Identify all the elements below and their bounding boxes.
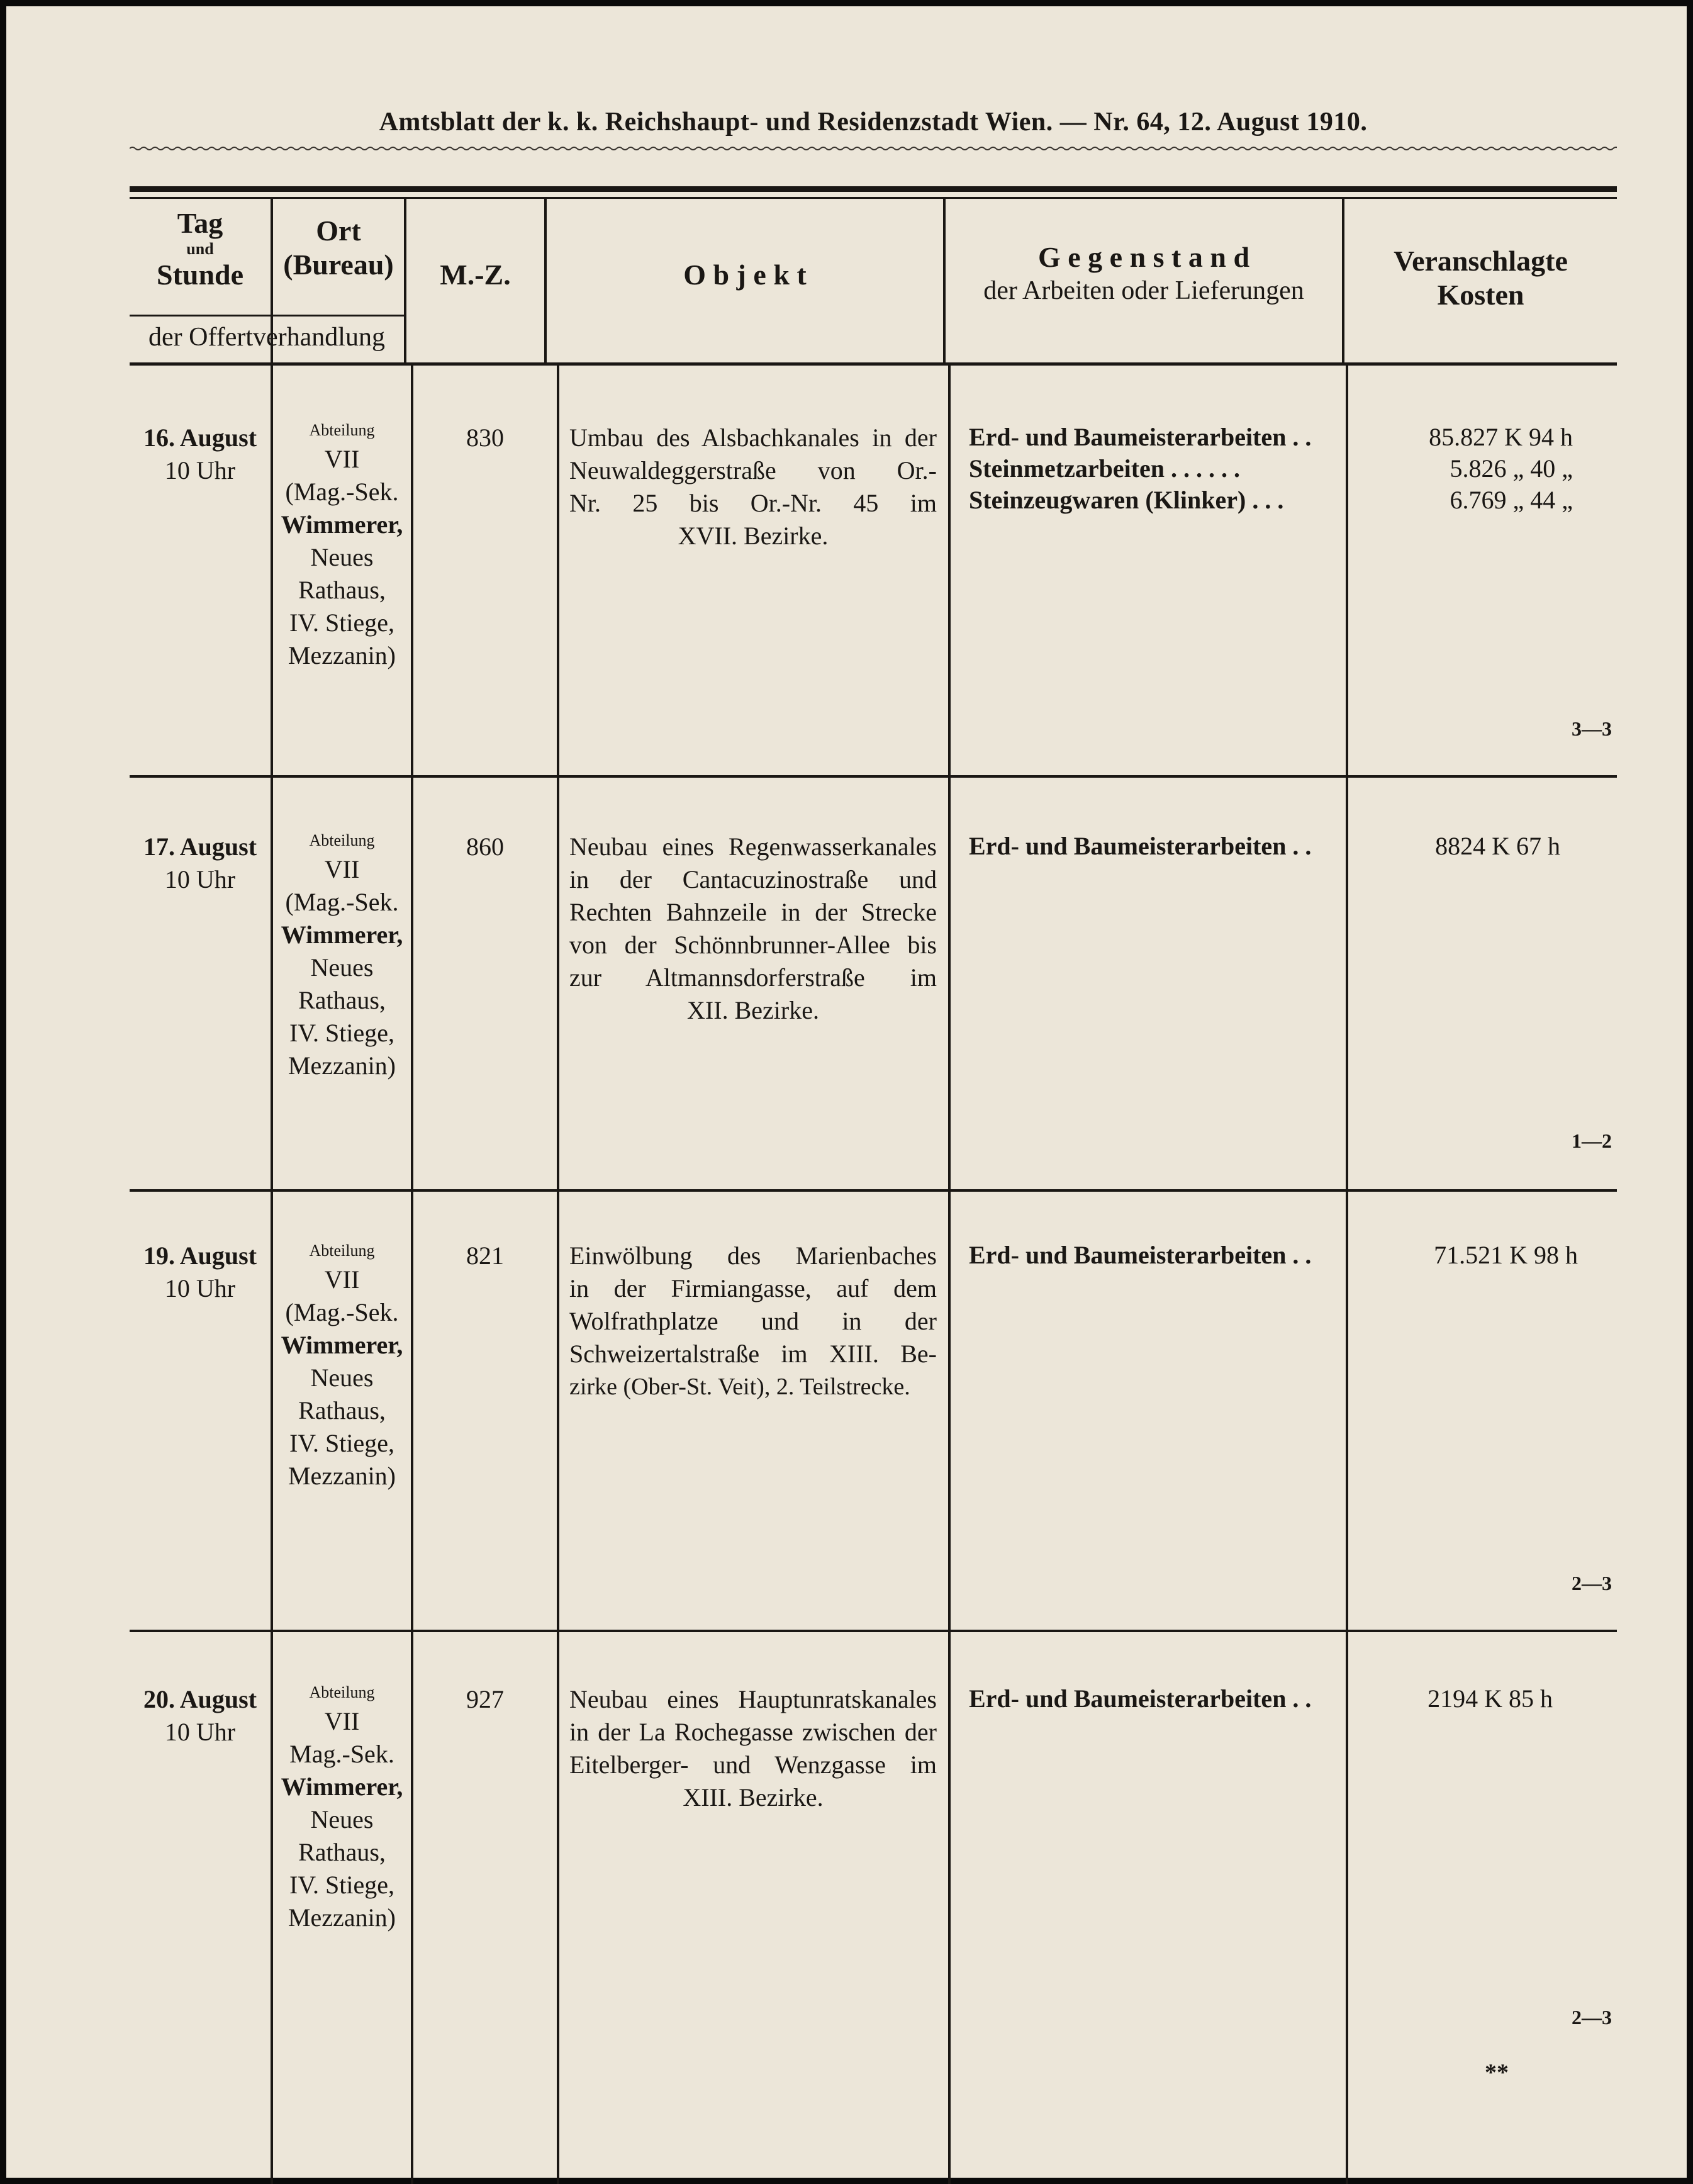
hdr-offert-rule <box>130 315 406 316</box>
row2-mz: 860 <box>466 832 504 861</box>
row1-mz: 830 <box>466 423 504 452</box>
header-objekt: O b j e k t <box>683 259 807 291</box>
table-top-rule-thick <box>130 186 1617 192</box>
table-top-rule-thin <box>130 197 1617 199</box>
body-col-sep-5 <box>1346 366 1348 2184</box>
row2-date: 17. August 10 Uhr <box>143 832 257 893</box>
header-ort-bureau: Ort (Bureau) <box>283 215 394 281</box>
header-gegenstand: G e g e n s t a n d der Arbeiten oder Lieferungen <box>983 241 1304 305</box>
body-col-sep-2 <box>411 366 413 2184</box>
row3-costs: 71.521 K 98 h <box>1434 1241 1578 1269</box>
row4-ort: Abteilung VII Mag.-Sek. Wimmerer, Neues Rathaus, IV. Stiege, Mezzanin) <box>281 1683 403 1932</box>
row1-ref: 3—3 <box>1572 717 1612 740</box>
header-mz: M.-Z. <box>440 259 511 291</box>
page-header: Amtsblatt der k. k. Reichshaupt- und Residenzstadt Wien. — Nr. 64, 12. August 1910. <box>379 108 1368 137</box>
row1-objekt: Umbau des Alsbachkanales in der Neuwaldeggerstraße von Or.- Nr. 25 bis Or.-Nr. 45 im XVII. Bezirke. <box>569 423 937 550</box>
body-col-sep-3 <box>557 366 559 2184</box>
row4-mz: 927 <box>466 1685 504 1713</box>
header-kosten: Veranschlagte Kosten <box>1394 245 1568 311</box>
row4-costs: 2194 K 85 h <box>1428 1684 1553 1713</box>
row2-ort: Abteilung VII (Mag.-Sek. Wimmerer, Neues Rathaus, IV. Stiege, Mezzanin) <box>281 831 403 1080</box>
row1-ort: Abteilung VII (Mag.-Sek. Wimmerer, Neues Rathaus, IV. Stiege, Mezzanin) <box>281 421 403 669</box>
document-page <box>6 6 1687 2178</box>
row1-date: 16. August 10 Uhr <box>143 423 257 484</box>
row-sep-3 <box>130 1630 1617 1632</box>
row4-ref: 2—3 <box>1572 2006 1612 2029</box>
row3-ort: Abteilung VII (Mag.-Sek. Wimmerer, Neues Rathaus, IV. Stiege, Mezzanin) <box>281 1241 403 1490</box>
row1-works: Erd- und Baumeisterarbeiten . . Steinmetzarbeiten . . . . . . Steinzeugwaren (Klinker) . . . <box>969 423 1312 514</box>
row2-costs: 8824 K 67 h <box>1435 832 1560 860</box>
footer-mark: ** <box>1485 2059 1509 2086</box>
header-bottom-rule <box>130 362 1617 366</box>
row4-works: Erd- und Baumeisterarbeiten . . <box>969 1684 1312 1713</box>
row3-objekt: Einwölbung des Marienbaches in der Firmiangasse, auf dem Wolfrathplatze und in der Schweizertalstraße im XIII. Be- zirke (Ober-St. Veit), 2. Teilstrecke. <box>569 1241 937 1400</box>
row2-works: Erd- und Baumeisterarbeiten . . <box>969 832 1312 860</box>
row3-works: Erd- und Baumeisterarbeiten . . <box>969 1241 1312 1269</box>
header-wavy-rule <box>130 142 1617 155</box>
row-sep-1 <box>130 775 1617 778</box>
row4-objekt: Neubau eines Hauptunratskanales in der La Rochegasse zwischen der Eitelberger- und Wenzgasse im XIII. Bezirke. <box>569 1685 937 1812</box>
row4-date: 20. August 10 Uhr <box>143 1685 257 1746</box>
header-tag-stunde: Tag und Stunde <box>156 207 244 291</box>
row2-ref: 1—2 <box>1572 1129 1612 1152</box>
row2-objekt: Neubau eines Regenwasserkanales in der Cantacuzinostraße und Rechten Bahnzeile in der Strecke von der Schönnbrunner-Allee bis zur Altmannsdorferstraße im XII. Bezirke. <box>569 832 937 1024</box>
row-sep-2 <box>130 1189 1617 1192</box>
row3-mz: 821 <box>466 1241 504 1270</box>
row3-date: 19. August 10 Uhr <box>143 1241 257 1302</box>
row1-costs: 85.827 K 94 h 5.826 „ 40 „ 6.769 „ 44 „ <box>1429 423 1573 514</box>
body-col-sep-4 <box>948 366 951 2184</box>
row3-ref: 2—3 <box>1572 1572 1612 1594</box>
header-offertverhandlung: der Offertverhandlung <box>148 323 385 352</box>
